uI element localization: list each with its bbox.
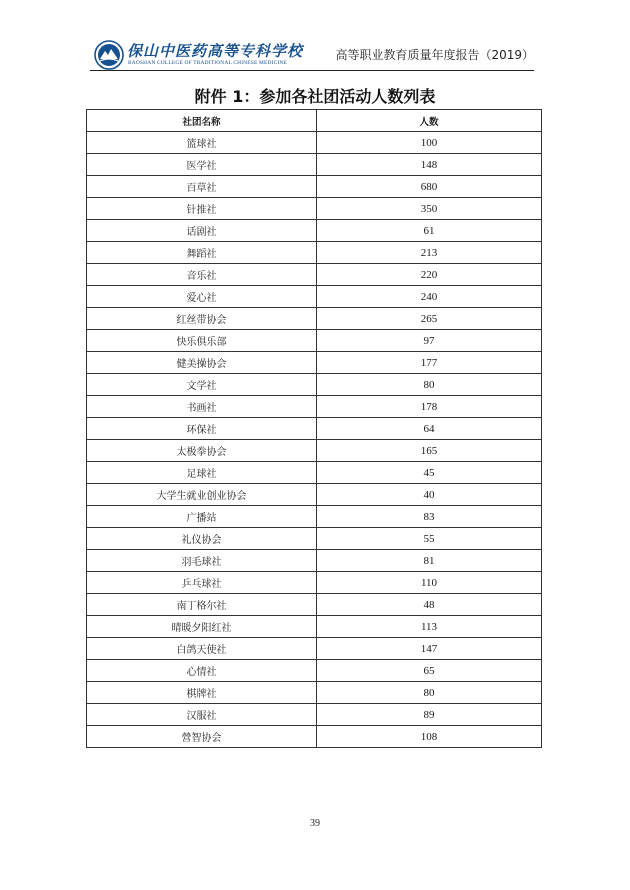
club-name-cell: 环保社 <box>87 418 317 440</box>
club-name-cell: 汉服社 <box>87 704 317 726</box>
member-count-cell: 177 <box>317 352 542 374</box>
table-row <box>87 638 542 660</box>
member-count-cell: 89 <box>317 704 542 726</box>
table-row <box>87 352 542 374</box>
club-name-cell: 爱心社 <box>87 286 317 308</box>
table-row <box>87 308 542 330</box>
table-row <box>87 704 542 726</box>
member-count-cell: 147 <box>317 638 542 660</box>
club-name-cell: 百草社 <box>87 176 317 198</box>
member-count-cell: 64 <box>317 418 542 440</box>
table-row <box>87 132 542 154</box>
column-header-count: 人数 <box>317 110 542 132</box>
member-count-cell: 61 <box>317 220 542 242</box>
table-row <box>87 176 542 198</box>
club-name-cell: 白鸽天使社 <box>87 638 317 660</box>
member-count-cell: 80 <box>317 374 542 396</box>
club-name-cell: 心情社 <box>87 660 317 682</box>
table-row <box>87 462 542 484</box>
table-row <box>87 484 542 506</box>
table-header-row <box>87 110 542 132</box>
club-name-cell: 针推社 <box>87 198 317 220</box>
member-count-cell: 100 <box>317 132 542 154</box>
member-count-cell: 113 <box>317 616 542 638</box>
college-logo <box>90 38 304 72</box>
club-name-cell: 晴暖夕阳红社 <box>87 616 317 638</box>
member-count-cell: 55 <box>317 528 542 550</box>
logo-chinese-name: 保山中医药高等专科学校 <box>127 42 304 60</box>
member-count-cell: 265 <box>317 308 542 330</box>
table-row <box>87 616 542 638</box>
table-row <box>87 286 542 308</box>
club-name-cell: 健美操协会 <box>87 352 317 374</box>
report-title: 高等职业教育质量年度报告（2019） <box>335 48 534 62</box>
table-row <box>87 154 542 176</box>
club-name-cell: 文学社 <box>87 374 317 396</box>
member-count-cell: 680 <box>317 176 542 198</box>
member-count-cell: 80 <box>317 682 542 704</box>
club-name-cell: 篮球社 <box>87 132 317 154</box>
member-count-cell: 108 <box>317 726 542 748</box>
table-row <box>87 418 542 440</box>
club-name-cell: 红丝带协会 <box>87 308 317 330</box>
table-row <box>87 726 542 748</box>
club-name-cell: 快乐俱乐部 <box>87 330 317 352</box>
page-number: 39 <box>310 818 320 829</box>
club-name-cell: 大学生就业创业协会 <box>87 484 317 506</box>
table-row <box>87 506 542 528</box>
club-name-cell: 羽毛球社 <box>87 550 317 572</box>
club-membership-table <box>86 109 542 748</box>
club-name-cell: 医学社 <box>87 154 317 176</box>
member-count-cell: 213 <box>317 242 542 264</box>
member-count-cell: 110 <box>317 572 542 594</box>
table-row <box>87 528 542 550</box>
club-name-cell: 礼仪协会 <box>87 528 317 550</box>
member-count-cell: 48 <box>317 594 542 616</box>
member-count-cell: 148 <box>317 154 542 176</box>
club-name-cell: 乒乓球社 <box>87 572 317 594</box>
table-row <box>87 440 542 462</box>
member-count-cell: 97 <box>317 330 542 352</box>
club-name-cell: 书画社 <box>87 396 317 418</box>
member-count-cell: 220 <box>317 264 542 286</box>
member-count-cell: 83 <box>317 506 542 528</box>
column-header-club-name: 社团名称 <box>87 110 317 132</box>
club-name-cell: 音乐社 <box>87 264 317 286</box>
club-name-cell: 话剧社 <box>87 220 317 242</box>
club-name-cell: 棋牌社 <box>87 682 317 704</box>
table-row <box>87 374 542 396</box>
table-row <box>87 594 542 616</box>
member-count-cell: 240 <box>317 286 542 308</box>
table-row <box>87 198 542 220</box>
table-row <box>87 242 542 264</box>
table-row <box>87 550 542 572</box>
table-row <box>87 330 542 352</box>
club-name-cell: 足球社 <box>87 462 317 484</box>
table-row <box>87 220 542 242</box>
member-count-cell: 81 <box>317 550 542 572</box>
table-row <box>87 682 542 704</box>
table-row <box>87 572 542 594</box>
table-row <box>87 264 542 286</box>
member-count-cell: 165 <box>317 440 542 462</box>
document-title: 附件 1：参加各社团活动人数列表 <box>194 87 436 106</box>
member-count-cell: 178 <box>317 396 542 418</box>
member-count-cell: 40 <box>317 484 542 506</box>
college-emblem-icon <box>94 40 124 70</box>
member-count-cell: 350 <box>317 198 542 220</box>
table-row <box>87 660 542 682</box>
logo-english-name: BAOSHAN COLLEGE OF TRADITIONAL CHINESE MEDICINE <box>128 60 287 66</box>
club-name-cell: 太极拳协会 <box>87 440 317 462</box>
table-row <box>87 396 542 418</box>
page-header <box>90 38 534 72</box>
club-name-cell: 南丁格尔社 <box>87 594 317 616</box>
club-name-cell: 舞蹈社 <box>87 242 317 264</box>
club-name-cell: 广播站 <box>87 506 317 528</box>
member-count-cell: 65 <box>317 660 542 682</box>
member-count-cell: 45 <box>317 462 542 484</box>
header-divider <box>90 70 534 71</box>
club-name-cell: 營智协会 <box>87 726 317 748</box>
